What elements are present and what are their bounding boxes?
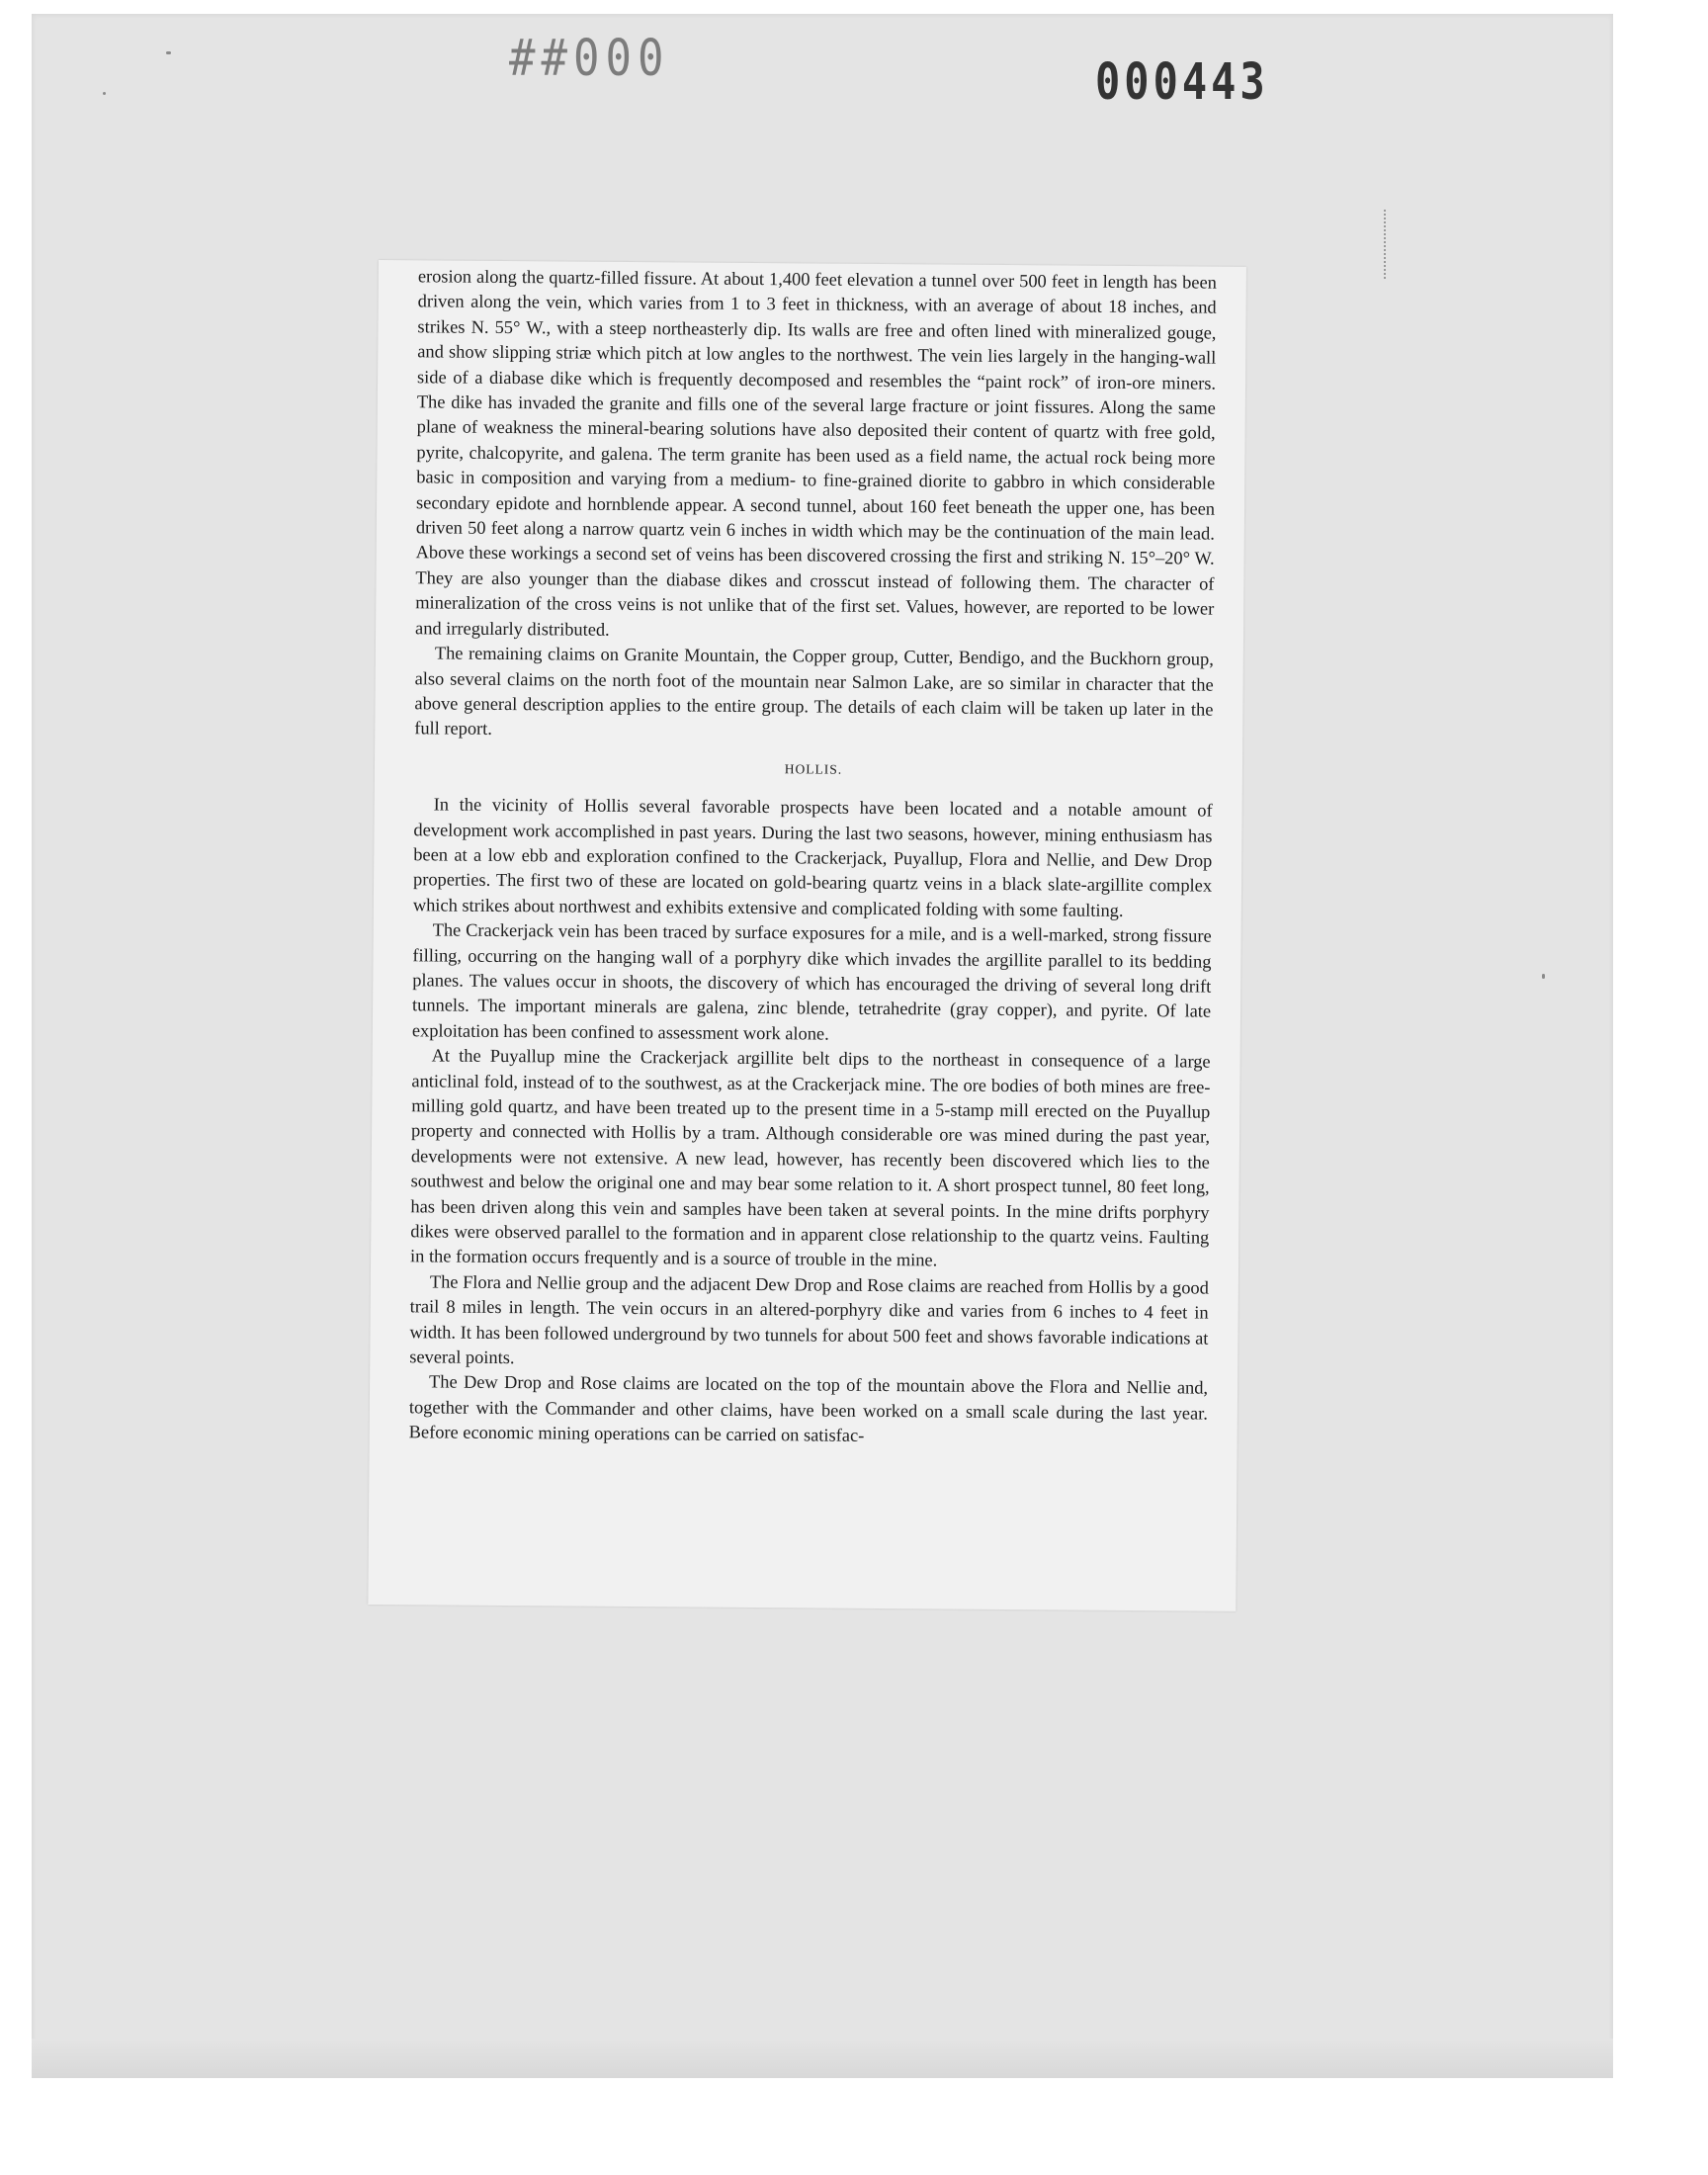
article-paragraph: The Crackerjack vein has been traced by surface exposures for a mile, and is a well-marked, strong fissure filling, occurring on the hanging wall of a porphyry dike which invades the argillite parallel to its bedding planes. The values occur in shoots, the discovery of which has encouraged the driving of several long drift tunnels. The important minerals are galena, zinc blende, tetrahedrite (gray copper), and pyrite. Of late exploitation has been confined to assessment work alone. <box>411 919 1212 1044</box>
page-number-stamp: 000443 <box>1095 52 1269 111</box>
article-paragraph: The remaining claims on Granite Mountain, the Copper group, Cutter, Bendigo, and the Buckhorn group, also several claims on the north foot of the mountain near Salmon Lake, are so similar in character that the above general description applies to the entire group. The details of each claim will be taken up later in the full report. <box>414 643 1214 740</box>
article-paragraph: erosion along the quartz-filled fissure. At about 1,400 feet elevation a tunnel over 500 feet in length has been driven along the vein, which varies from 1 to 3 feet in thickness, with an average of about 18 inches, and strikes N. 55° W., with a steep northeasterly dip. Its walls are free and often lined with mineralized gouge, and show slipping striæ which pitch at low angles to the northwest. The vein lies largely in the hanging-wall side of a diabase dike which is frequently decomposed and resembles the “paint rock” of iron-ore miners. The dike has invaded the granite and fills one of the several large fracture or joint fissures. Along the same plane of weakness the mineral-bearing solutions have also deposited their content of quartz with free gold, pyrite, chalcopyrite, and galena. The term granite has been used as a field name, the actual rock being more basic in composition and varying from a medium- to fine-grained diorite to gabbro in which considerable secondary epidote and hornblende appear. A second tunnel, about 160 feet beneath the upper one, has been driven 50 feet along a narrow quartz vein 6 inches in width which may be the continuation of the main lead. Above these workings a second set of veins has been discovered crossing the first and striking N. 15°–20° W. They are also younger than the diabase dikes and crosscut instead of following them. The character of mineralization of the cross veins is not unlike that of the first set. Values, however, are reported to be lower and irregularly distributed. <box>415 266 1217 640</box>
section-heading: HOLLIS. <box>784 760 843 777</box>
dust-speck <box>166 51 171 54</box>
article-paragraph: The Dew Drop and Rose claims are located on the top of the mountain above the Flora and Nellie and, together with the Commander and other claims, have been worked on a small scale during the last year. Before economic mining operations can be carried on satisfac- <box>408 1371 1209 1446</box>
margin-marks <box>1384 210 1388 279</box>
batch-stamp: ##000 <box>509 30 670 88</box>
article-paragraph: In the vicinity of Hollis several favorable prospects have been located and a notable amount of development work accomplished in past years. During the last two seasons, however, mining enthusiasm has been at a low ebb and exploration confined to the Crackerjack, Puyallup, Flora and Nellie, and Dew Drop properties. The first two of these are located on gold-bearing quartz veins in a black slate-argillite complex which strikes about northwest and exhibits extensive and complicated folding with some faulting. <box>412 794 1213 920</box>
dust-speck <box>1542 974 1545 979</box>
article-paragraph: At the Puyallup mine the Crackerjack argillite belt dips to the northeast in consequence of a large anticlinal fold, instead of to the southwest, as at the Crackerjack mine. The ore bodies of both mines are free-milling gold quartz, and have been treated up to the present time in a 5-stamp mill erected on the Puyallup property and connected with Hollis by a tram. Although considerable ore was mined during the past year, developments were not extensive. A new lead, however, has recently been discovered which lies to the southwest and below the original one and may bear some relation to it. A short prospect tunnel, 80 feet long, has been driven along this vein and samples have been taken at several points. In the mine drifts porphyry dikes were observed parallel to the formation and in apparent close relationship to the quartz veins. Faulting in the formation occurs frequently and is a source of trouble in the mine. <box>410 1045 1211 1270</box>
article-paragraph: The Flora and Nellie group and the adjacent Dew Drop and Rose claims are reached from Hollis by a good trail 8 miles in length. The vein occurs in an altered-porphyry dike and varies from 6 inches to 4 feet in width. It has been followed underground by two tunnels for about 500 feet and shows favorable indications at several points. <box>409 1271 1209 1368</box>
clipped-article <box>368 260 1246 1611</box>
dust-speck <box>103 92 106 95</box>
